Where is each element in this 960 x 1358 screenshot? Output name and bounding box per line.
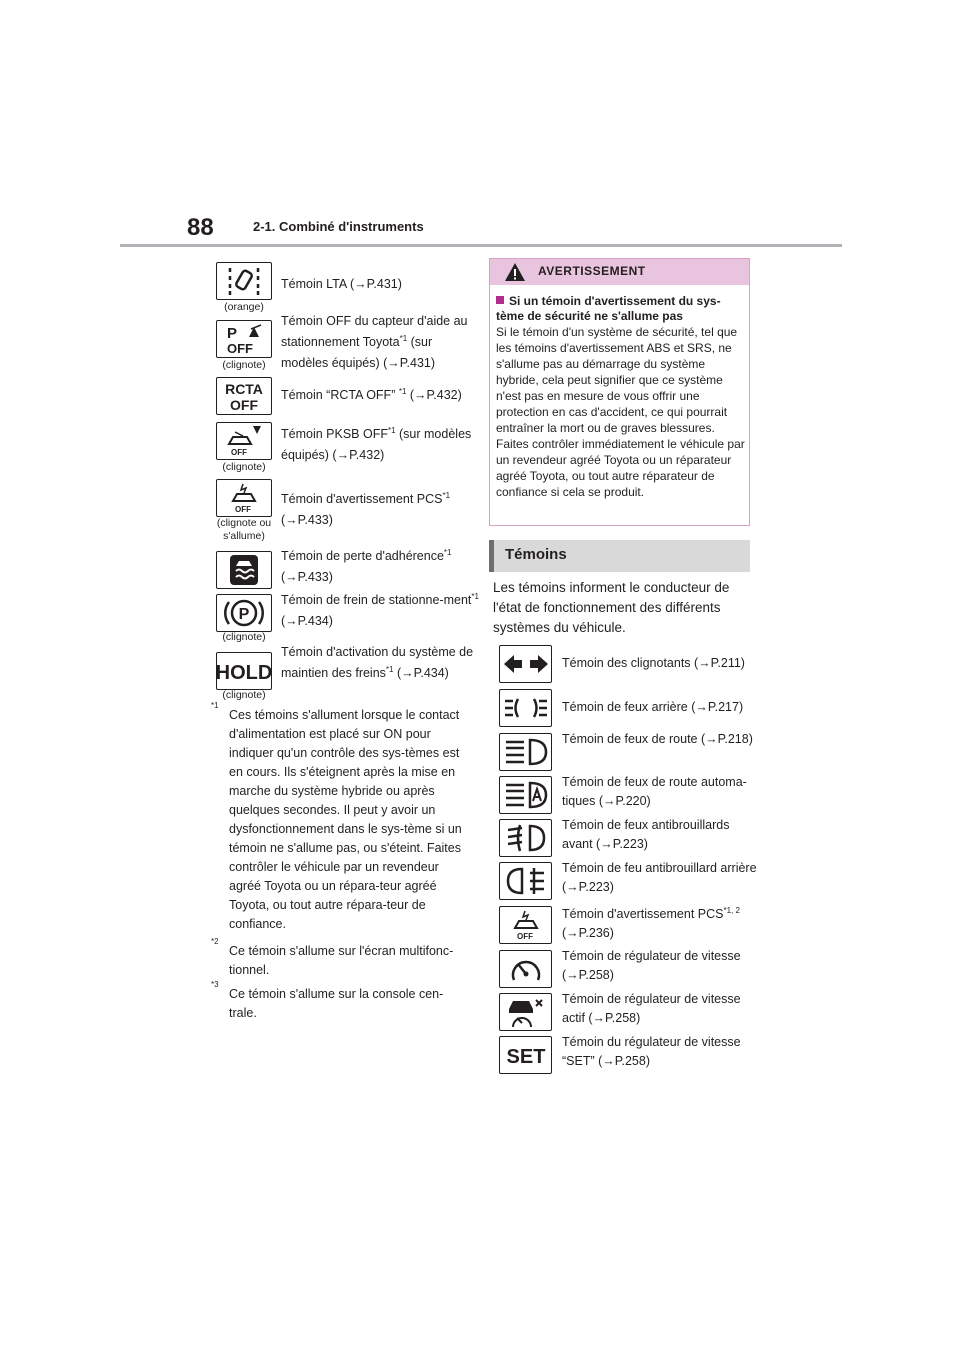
- temoin-description: Témoin d'avertissement PCS$^{*1, 2}$ (→P.236): [562, 905, 740, 940]
- warning-title: AVERTISSEMENT: [538, 264, 646, 278]
- svg-text:OFF: OFF: [516, 932, 533, 941]
- tail-light-icon: [499, 689, 552, 727]
- page-number: 88: [187, 214, 214, 241]
- rcta-off-icon: [216, 377, 272, 415]
- svg-text:OFF: OFF: [231, 448, 247, 457]
- temoin-description: Témoin de feux arrière (→P.217): [562, 700, 744, 714]
- footnote-1: *1 Ces témoins s'allument lorsque le contact d'alimentation est placé sur ON pour indiquer qu'un contrôle des sys-tèmes est en cours. Ils s'éteignent après la mise en marche du système hybride ou après quelques secondes. Il peut y avoir un dysfonctionnement dans le sys-tème si un témoin ne s'allume pas, ou s'éteint. Faites contrôler le véhicule par un revendeur agréé Toyota ou un répara-teur agréé Toyota, ou tout autre répara-teur de confiance.: [211, 701, 462, 931]
- temoin-description: Témoin de feux de route (→P.218): [562, 732, 753, 746]
- temoin-description: Témoin de feu antibrouillard arrière (→P.223): [562, 861, 757, 894]
- footnote-2: *2 Ce témoin s'allume sur l'écran multifonc-tionnel.: [211, 937, 454, 977]
- cruise-control-icon: [499, 950, 552, 988]
- temoin-description: Témoin des clignotants (→P.211): [562, 656, 745, 670]
- svg-text:SET: SET: [506, 1046, 545, 1068]
- heading-accent-bar: [489, 540, 494, 572]
- indicator-caption: (clignote): [222, 359, 266, 371]
- indicator-description: Témoin d'activation du système de maintien des freins$^{*1}$ (→P.434): [281, 645, 474, 680]
- warning-header: [490, 259, 749, 285]
- indicator-caption: (clignote): [222, 689, 266, 701]
- indicator-caption: (clignote ou s'allume): [216, 517, 272, 542]
- temoins-heading: Témoins: [489, 540, 750, 572]
- pcs-warning-icon: [216, 479, 272, 517]
- warning-subtitle: Si un témoin d'avertissement du sys-tème de sécurité ne s'allume pas: [496, 294, 721, 323]
- cruise-set-icon: [499, 1036, 552, 1074]
- svg-text:OFF: OFF: [227, 341, 253, 356]
- svg-text:OFF: OFF: [235, 505, 251, 514]
- square-bullet-icon: [496, 296, 504, 304]
- indicator-caption: (clignote): [222, 461, 266, 473]
- temoin-description: Témoin de feux antibrouillards avant (→P.223): [562, 818, 730, 851]
- indicator-description: Témoin “RCTA OFF” $^{*1}$ (→P.432): [281, 386, 462, 402]
- lta-icon: [216, 262, 272, 300]
- parking-brake-icon: [216, 594, 272, 632]
- high-beam-icon: [499, 733, 552, 771]
- svg-text:P: P: [227, 325, 238, 342]
- warning-triangle-icon: [504, 262, 526, 282]
- temoin-description: Témoin du régulateur de vitesse “SET” (→P.258): [562, 1035, 741, 1068]
- pcs-warning-icon: [499, 906, 552, 944]
- temoin-description: Témoin de régulateur de vitesse (→P.258): [562, 949, 741, 982]
- indicator-description: Témoin OFF du capteur d'aide au stationnement Toyota$^{*1}$ (sur modèles équipés) (→P.431): [281, 314, 468, 370]
- indicator-description: Témoin LTA (→P.431): [281, 277, 402, 291]
- temoin-description: Témoin de feux de route automa-tiques (→P.220): [562, 775, 747, 808]
- temoin-description: Témoin de régulateur de vitesse actif (→P.258): [562, 992, 741, 1025]
- svg-text:HOLD: HOLD: [215, 662, 273, 684]
- temoins-intro: Les témoins informent le conducteur de l'état de fonctionnement des différents systèmes du véhicule.: [493, 580, 730, 635]
- rear-fog-icon: [499, 862, 552, 900]
- parking-sensor-off-icon: [216, 320, 272, 358]
- svg-text:RCTA: RCTA: [225, 381, 263, 397]
- svg-text:P: P: [238, 606, 250, 623]
- warning-box: [489, 258, 750, 526]
- footnote-3: *3 Ce témoin s'allume sur la console cen-trale.: [211, 980, 444, 1020]
- pksb-off-icon: [216, 422, 272, 460]
- indicator-description: Témoin PKSB OFF$^{*1}$ (sur modèles équipés) (→P.432): [281, 425, 472, 462]
- warning-body: Si le témoin d'un système de sécurité, tel que les témoins d'avertissement ABS et SRS, ne s'allume pas au démarrage du système hybride, cela peut signifier que ce système n'est pas en mesure de vous offrir une protection en cas d'accident, ce qui pourrait entraîner la mort ou de graves blessures. Faites contrôler immédiatement le véhicule par un revendeur agréé Toyota ou un réparateur agréé Toyota, ou tout autre réparateur de confiance si cela se produit.: [496, 325, 745, 499]
- front-fog-icon: [499, 819, 552, 857]
- turn-signal-icon: [499, 645, 552, 683]
- header-rule: [120, 244, 842, 247]
- svg-text:OFF: OFF: [230, 397, 258, 413]
- slip-indicator-icon: [216, 551, 272, 589]
- indicator-description: Témoin de perte d'adhérence$^{*1}$ (→P.433): [281, 547, 452, 584]
- indicator-caption: (orange): [224, 301, 264, 313]
- indicator-caption: (clignote): [222, 631, 266, 643]
- brake-hold-icon: [216, 652, 272, 690]
- indicator-description: Témoin de frein de stationne-ment$^{*1}$ (→P.434): [281, 591, 479, 628]
- active-cruise-icon: [499, 993, 552, 1031]
- section-title: 2-1. Combiné d'instruments: [253, 219, 424, 234]
- auto-high-beam-icon: [499, 776, 552, 814]
- indicator-description: Témoin d'avertissement PCS$^{*1}$ (→P.433): [281, 490, 451, 527]
